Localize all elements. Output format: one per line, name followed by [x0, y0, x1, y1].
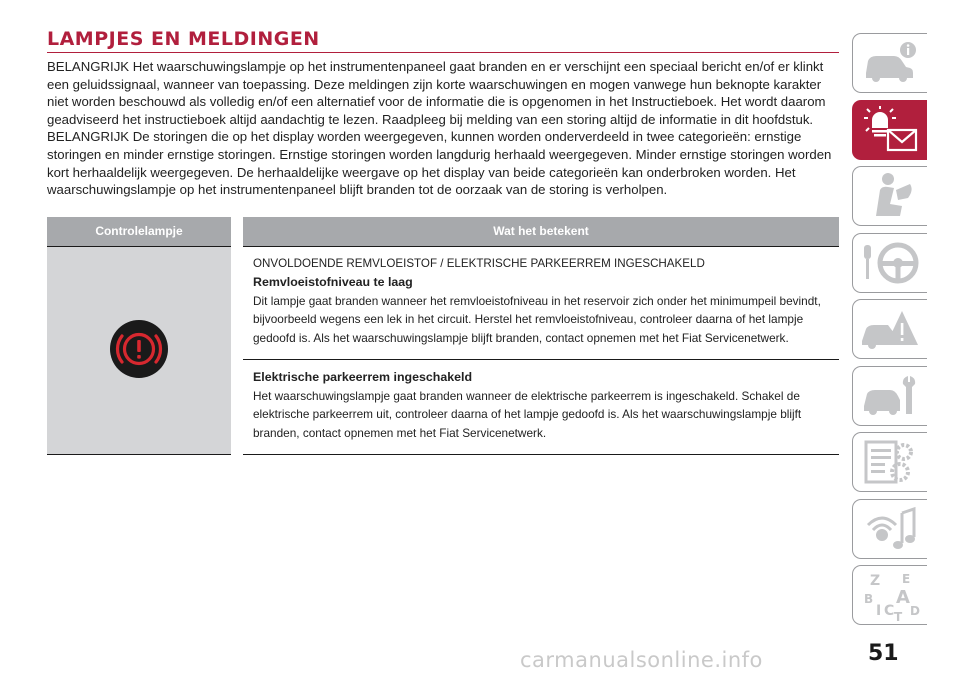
chapter-tabs: [852, 33, 932, 632]
tab-warning-lights[interactable]: [852, 100, 927, 160]
subheading-brake-fluid: Remvloeistofniveau te laag: [253, 275, 413, 290]
svg-text:T: T: [894, 610, 903, 621]
tab-maintenance[interactable]: [852, 366, 927, 426]
description-brake-fluid: Dit lampje gaat branden wanneer het remvloeistofniveau in het reservoir zich onder het minimumpeil bevindt, bijvoorbeeld wegens een lek in het circuit. Herstel het remvloeistofniveau, controleer daarna of het lampje gedoofd is. Als het waarschuwingslampje blijft branden, contact opnemen met het Fiat Servicenetwerk.: [253, 293, 821, 345]
brake-warning-icon: [107, 317, 171, 381]
lamp-cell: [47, 246, 237, 455]
tab-car-info[interactable]: [852, 33, 927, 93]
page-number: 51: [868, 641, 899, 666]
meaning-cell: [237, 246, 839, 360]
steering-wheel-key-icon: [858, 237, 922, 289]
description-parking-brake: Het waarschuwingslampje gaat branden wanneer de elektrische parkeerrem is ingeschakeld. Schakel de elektrische parkeerrem uit, controleer daarna of het lampje gedoofd is. Als het waarschuwingslampje blijft branden, contact opnemen met het Fiat Servicenetwerk.: [253, 388, 802, 440]
page-content: [47, 28, 839, 455]
car-wrench-icon: [858, 370, 922, 422]
svg-text:Z: Z: [870, 573, 881, 589]
car-info-icon: [858, 37, 922, 89]
tab-safety[interactable]: [852, 166, 927, 226]
intro-paragraph-2: BELANGRIJK De storingen die op het display worden weergegeven, kunnen worden onderverdeeld in twee categorieën: ernstige storingen en minder ernstige storingen. Ernstige storingen worden langdurig herhaald weergegeven. Minder ernstige storingen worden kort herhaaldelijk weergegeven. De herhaaldelijke weergave op het display van beide categorieën kan onderbroken worden. Het waarschuwingslampje op het instrumentenpaneel blijft branden tot de oorzaak van de storing is verholpen.: [47, 129, 832, 198]
column-header-lamp: Controlelampje: [47, 217, 237, 247]
tab-starting-driving[interactable]: [852, 233, 927, 293]
alphabet-index-icon: [858, 569, 922, 621]
tab-index[interactable]: [852, 565, 927, 625]
svg-text:I: I: [876, 603, 882, 619]
tab-multimedia[interactable]: [852, 499, 927, 559]
svg-text:B: B: [864, 592, 874, 606]
svg-text:A: A: [896, 587, 910, 608]
column-header-meaning: Wat het betekent: [237, 217, 839, 247]
intro-paragraph-1: BELANGRIJK Het waarschuwingslampje op het instrumentenpaneel gaat branden en er verschijnt een speciaal bericht en/of er klinkt een geluidssignaal, wanneer van toepassing. Deze meldingen zijn korte waarschuwingen en mogen vanwege hun beknopte karakter niet worden beschouwd als volledig en/of een alternatief voor de informatie die is opgenomen in het Instructieboek. Het wordt daarom geadviseerd het instructieboek altijd aandachtig te lezen. Raadpleeg bij melding van een storing altijd de informatie in dit hoofdstuk.: [47, 59, 826, 127]
car-emergency-icon: [858, 303, 922, 355]
svg-text:C: C: [884, 603, 895, 619]
warning-lights-table: [47, 217, 839, 456]
condition-title: ONVOLDOENDE REMVLOEISTOF / ELEKTRISCHE PARKEERREM INGESCHAKELD: [253, 256, 705, 270]
watermark: carmanualsonline.info: [520, 648, 763, 672]
table-row: [47, 246, 839, 360]
tab-technical-data[interactable]: [852, 432, 927, 492]
warning-light-message-icon: [858, 104, 922, 156]
subheading-parking-brake: Elektrische parkeerrem ingeschakeld: [253, 370, 473, 385]
media-music-icon: [858, 503, 922, 555]
specs-gears-icon: [858, 436, 922, 488]
tab-emergency[interactable]: [852, 299, 927, 359]
svg-text:D: D: [910, 604, 920, 618]
svg-text:E: E: [902, 572, 911, 586]
meaning-cell: [237, 360, 839, 455]
section-title: LAMPJES EN MELDINGEN: [47, 28, 839, 53]
seat-airbag-icon: [858, 170, 922, 222]
